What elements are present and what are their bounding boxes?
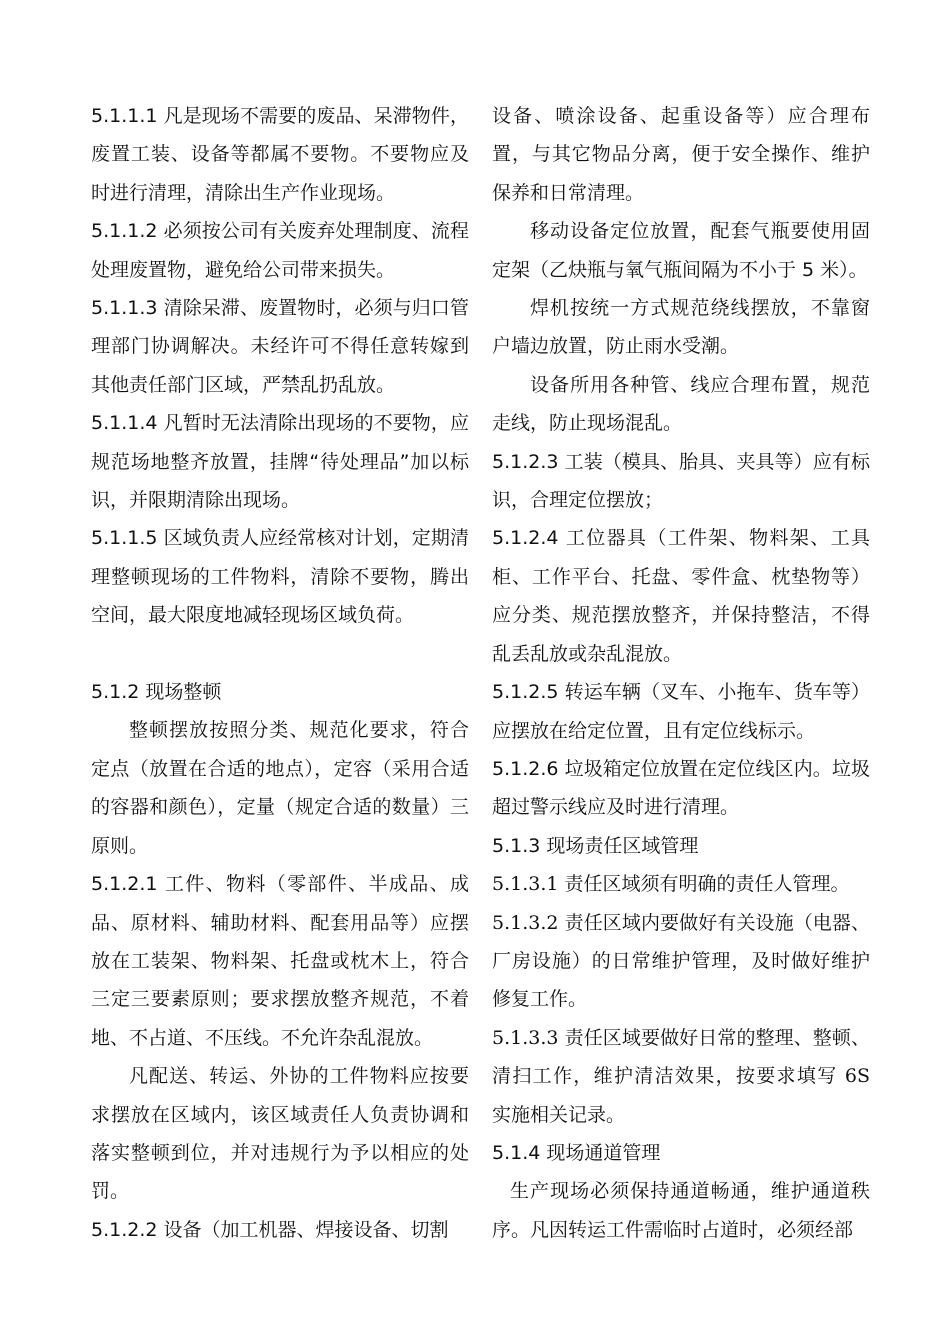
paragraph-5-1-2-5: 5.1.2.5 转运车辆（叉车、小拖车、货车等）应摆放在给定位置，且有定位线标示。 xyxy=(492,681,870,742)
paragraph-mobile-equipment: 移动设备定位放置，配套气瓶要使用固定架（乙炔瓶与氧气瓶间隔为不小于 5 米）。 xyxy=(492,220,870,281)
paragraph-5-1-2-2-start: 5.1.2.2 设备（加工机器、焊接设备、切割 xyxy=(91,1218,449,1241)
paragraph-5-1-2-2-cont: 设备、喷涂设备、起重设备等）应合理布置，与其它物品分离，便于安全操作、维护保养和日常清理。 xyxy=(492,105,870,204)
paragraph-welder-wiring: 焊机按统一方式规范绕线摆放，不靠窗户墙边放置，防止雨水受潮。 xyxy=(492,297,870,358)
paragraph-5-1-3-2: 5.1.3.2 责任区域内要做好有关设施（电器、厂房设施）的日常维护管理，及时做好维护修复工作。 xyxy=(492,911,870,1011)
paragraph-arrangement-principles: 整顿摆放按照分类、规范化要求，符合定点（放置在合适的地点），定容（采用合适的容器和颜色），定量（规定合适的数量）三原则。 xyxy=(91,719,469,857)
paragraph-5-1-2-1: 5.1.2.1 工件、物料（零部件、半成品、成品、原材料、辅助材料、配套用品等）应摆放在工装架、物料架、托盘或枕木上，符合三定三要素原则；要求摆放整齐规范，不着地、不占道、不压线。不允许杂乱混放。 xyxy=(91,873,469,1049)
left-column xyxy=(91,97,469,1249)
paragraph-delivery-materials: 凡配送、转运、外协的工件物料应按要求摆放在区域内，该区域责任人负责协调和落实整顿到位，并对违规行为予以相应的处罚。 xyxy=(91,1065,469,1203)
paragraph-5-1-3-3: 5.1.3.3 责任区域要做好日常的整理、整顿、清扫工作，维护清洁效果，按要求填写 6S 实施相关记录。 xyxy=(492,1026,870,1126)
section-heading-5-1-4: 5.1.4 现场通道管理 xyxy=(492,1141,661,1164)
paragraph-5-1-2-4: 5.1.2.4 工位器具（工件架、物料架、工具柜、工作平台、托盘、零件盒、枕垫物等）应分类、规范摆放整齐，并保持整洁，不得乱丢乱放或杂乱混放。 xyxy=(492,527,870,665)
right-column xyxy=(492,97,870,1249)
paragraph-pipes-lines: 设备所用各种管、线应合理布置，规范走线，防止现场混乱。 xyxy=(492,373,870,435)
paragraph-5-1-1-2: 5.1.1.2 必须按公司有关废弃处理制度、流程处理废置物，避免给公司带来损失。 xyxy=(91,220,469,281)
paragraph-5-1-1-1: 5.1.1.1 凡是现场不需要的废品、呆滞物件，废置工装、设备等都属不要物。不要物应及时进行清理，清除出生产作业现场。 xyxy=(91,105,469,204)
blank-line xyxy=(91,635,469,673)
paragraph-5-1-1-5: 5.1.1.5 区域负责人应经常核对计划，定期清理整顿现场的工件物料，清除不要物，腾出空间，最大限度地减轻现场区域负荷。 xyxy=(91,527,469,627)
paragraph-5-1-1-4: 5.1.1.4 凡暂时无法清除出现场的不要物，应规范场地整齐放置，挂牌“待处理品”加以标识，并限期清除出现场。 xyxy=(91,412,469,512)
paragraph-5-1-1-3: 5.1.1.3 清除呆滞、废置物时，必须与归口管理部门协调解决。未经许可不得任意转嫁到其他责任部门区域，严禁乱扔乱放。 xyxy=(91,297,469,396)
paragraph-5-1-2-3: 5.1.2.3 工装（模具、胎具、夹具等）应有标识，合理定位摆放； xyxy=(492,450,870,512)
paragraph-5-1-2-6: 5.1.2.6 垃圾箱定位放置在定位线区内。垃圾超过警示线应及时进行清理。 xyxy=(492,757,870,819)
paragraph-passage-management: 生产现场必须保持通道畅通，维护通道秩序。凡因转运工件需临时占道时，必须经部 xyxy=(492,1180,870,1241)
section-heading-5-1-2: 5.1.2 现场整顿 xyxy=(91,681,222,704)
section-heading-5-1-3: 5.1.3 现场责任区域管理 xyxy=(492,834,699,857)
paragraph-5-1-3-1: 5.1.3.1 责任区域须有明确的责任人管理。 xyxy=(492,873,850,896)
